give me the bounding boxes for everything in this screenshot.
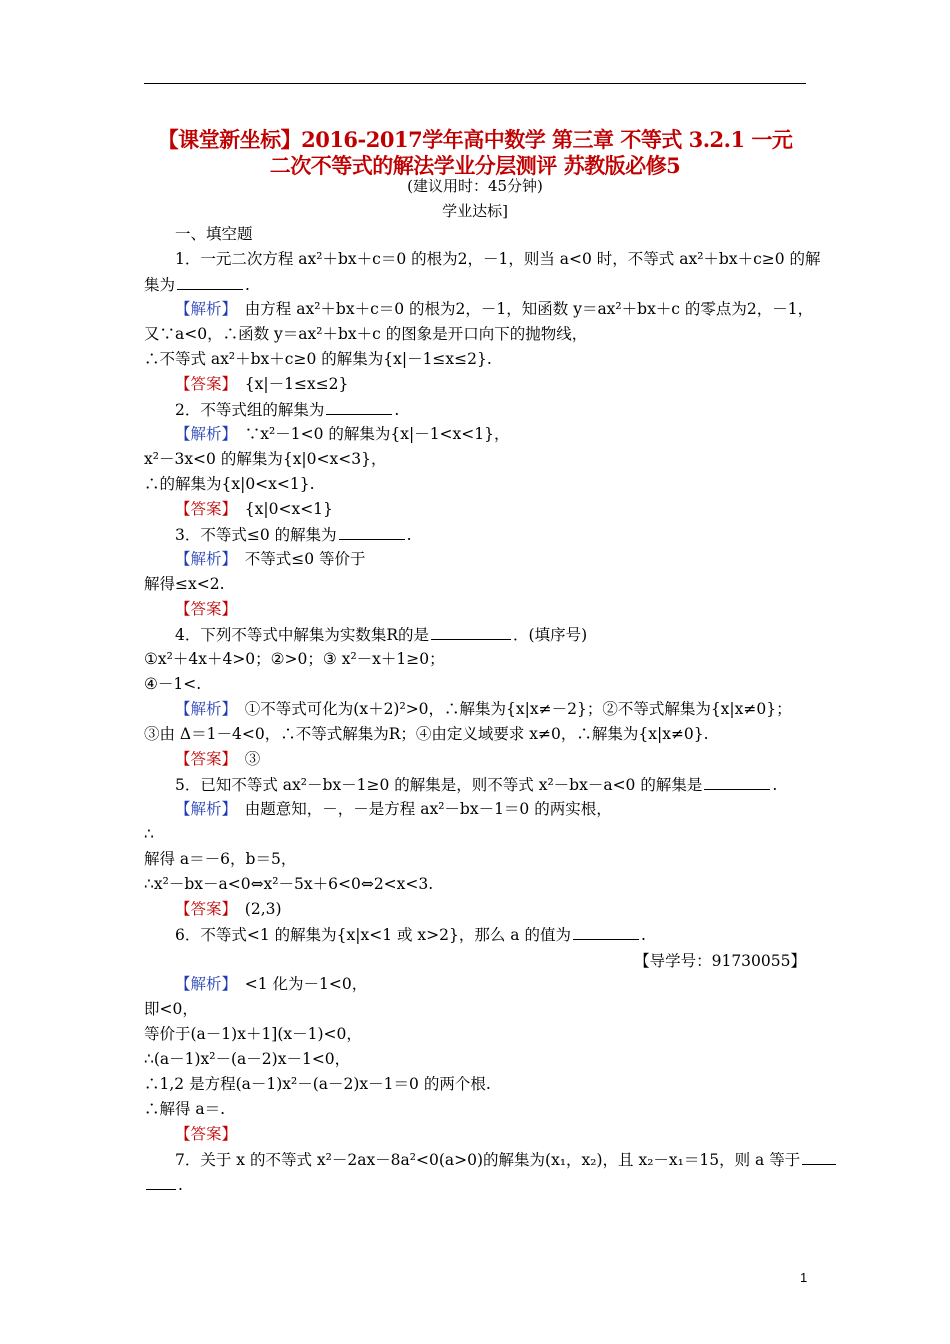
- doc-title-line2: 二次不等式的解法学业分层测评 苏教版必修5: [269, 153, 681, 178]
- header-rule: [144, 83, 806, 84]
- analysis-4: 【解析】 ①不等式可化为(x＋2)²>0，∴解集为{x|x≠－2}；②不等式解集为{x|x≠0}；: [175, 700, 792, 718]
- question-7: 7．关于 x 的不等式 x²－2ax－8a²<0(a>0)的解集为(x₁，x₂)，且 x₂－x₁＝15，则 a 等于: [175, 1149, 838, 1170]
- question-7-cont: .: [144, 1174, 183, 1195]
- question-3: 3．不等式≤0 的解集为 .: [175, 526, 412, 544]
- analysis-1: 【解析】 由方程 ax²＋bx＋c＝0 的根为2，－1，知函数 y＝ax²＋bx＋c 的零点为2，－1，: [175, 300, 814, 318]
- analysis-5-line3: 解得 a＝－6，b＝5，: [144, 850, 297, 868]
- question-5: 5．已知不等式 ax²－bx－1≥0 的解集是，则不等式 x²－bx－a<0 的解集是 .: [175, 776, 778, 794]
- analysis-1-line3: ∴不等式 ax²＋bx＋c≥0 的解集为{x|－1≤x≤2}.: [144, 350, 492, 368]
- answer-blank: [802, 1149, 836, 1165]
- analysis-6-line3: 等价于(a－1)x＋1](x－1)<0，: [144, 1025, 362, 1043]
- analysis-6-line2: 即<0，: [144, 1000, 198, 1018]
- answer-blank: [326, 399, 392, 415]
- analysis-2-line3: ∴的解集为{x|0<x<1}.: [144, 475, 315, 493]
- answer-4: 【答案】 ③: [175, 750, 261, 768]
- question-2: 2．不等式组的解集为 .: [175, 401, 400, 419]
- question-6: 6．不等式<1 的解集为{x|x<1 或 x>2}，那么 a 的值为 .: [175, 926, 646, 944]
- answer-2: 【答案】 {x|0<x<1}: [175, 500, 333, 518]
- page-number: 1: [800, 1270, 808, 1285]
- answer-blank: [704, 774, 770, 790]
- question-4-options: ①x²＋4x＋4>0；②>0；③ x²－x＋1≥0；: [144, 650, 445, 668]
- analysis-2-line2: x²－3x<0 的解集为{x|0<x<3}，: [144, 450, 387, 468]
- answer-5: 【答案】 (2,3): [175, 900, 282, 918]
- guide-number: 【导学号：91730055】: [634, 952, 806, 970]
- part-heading: 一、填空题: [175, 225, 253, 243]
- question-4-option-4: ④－1<.: [144, 675, 202, 693]
- question-1-cont: 集为 .: [144, 276, 250, 294]
- analysis-4-line2: ③由 Δ＝1－4<0，∴不等式解集为R；④由定义域要求 x≠0，∴解集为{x|x≠0}.: [144, 725, 709, 743]
- answer-blank: [146, 1174, 176, 1190]
- analysis-3-line2: 解得≤x<2.: [144, 575, 225, 593]
- analysis-6-line5: ∴1,2 是方程(a－1)x²－(a－2)x－1＝0 的两个根.: [144, 1075, 491, 1093]
- analysis-5: 【解析】 由题意知，－，－是方程 ax²－bx－1＝0 的两实根，: [175, 800, 612, 818]
- analysis-3: 【解析】 不等式≤0 等价于: [175, 550, 366, 568]
- analysis-5-line2: ∴: [144, 825, 154, 843]
- analysis-1-line2: 又∵a<0，∴函数 y＝ax²＋bx＋c 的图象是开口向下的抛物线，: [144, 325, 588, 343]
- section-heading: 学业达标]: [442, 202, 508, 220]
- answer-6: 【答案】: [175, 1125, 238, 1143]
- time-note: (建议用时：45分钟): [407, 177, 543, 195]
- answer-blank: [573, 924, 639, 940]
- answer-3: 【答案】: [175, 600, 238, 618]
- analysis-6: 【解析】 <1 化为－1<0，: [175, 975, 368, 993]
- analysis-2: 【解析】 ∵x²－1<0 的解集为{x|－1<x<1}，: [175, 425, 510, 443]
- answer-blank: [431, 624, 511, 640]
- answer-blank: [177, 274, 243, 290]
- analysis-6-line4: ∴(a－1)x²－(a－2)x－1<0，: [144, 1050, 351, 1068]
- question-1: 1．一元二次方程 ax²＋bx＋c＝0 的根为2，－1，则当 a<0 时，不等式 ax²＋bx＋c≥0 的解: [175, 250, 821, 268]
- analysis-5-line4: ∴x²－bx－a<0⇔x²－5x＋6<0⇔2<x<3.: [144, 875, 434, 893]
- answer-1: 【答案】 {x|－1≤x≤2}: [175, 375, 349, 393]
- doc-title-line1: 【课堂新坐标】2016-2017学年高中数学 第三章 不等式 3.2.1 一元: [157, 127, 793, 152]
- analysis-6-line6: ∴解得 a＝.: [144, 1100, 226, 1118]
- answer-blank: [339, 524, 405, 540]
- question-4: 4．下列不等式中解集为实数集R的是 ．(填序号): [175, 626, 588, 644]
